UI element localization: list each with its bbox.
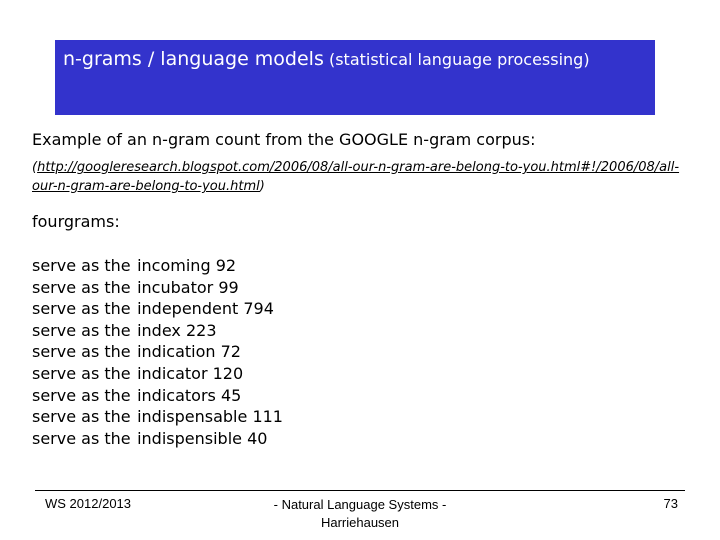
ngram-phrase: serve as the — [32, 256, 131, 275]
section-label: fourgrams: — [32, 212, 120, 231]
list-item — [32, 298, 283, 320]
ngram-word: indicator — [137, 363, 208, 383]
ngram-phrase: serve as the — [32, 320, 131, 340]
list-item — [32, 277, 283, 299]
ngram-phrase: serve as the — [32, 363, 131, 383]
ngram-word: independent — [137, 299, 239, 319]
ngram-word: indispensible — [137, 428, 242, 448]
slide-subtitle: (statistical language processing) — [328, 50, 590, 69]
footer-page-number: 73 — [663, 496, 678, 511]
ngram-phrase: serve as the — [32, 407, 131, 427]
footer-course-title: - Natural Language Systems - Harriehausen — [273, 497, 447, 530]
ngram-count: 72 — [220, 342, 241, 362]
ngram-count: 794 — [243, 299, 274, 319]
ngram-phrase: serve as the — [32, 342, 131, 362]
ngram-word: indispensable — [137, 407, 248, 427]
ngram-word: incoming — [137, 256, 211, 275]
list-item — [32, 428, 283, 450]
ngram-count: 45 — [220, 385, 242, 405]
intro-text: Example of an n-gram count from the GOOGLE n-gram corpus: — [32, 130, 536, 149]
ngram-phrase: serve as the — [32, 299, 131, 319]
title-banner — [55, 40, 655, 115]
ngram-word: index — [137, 320, 181, 340]
footer-semester: WS 2012/2013 — [45, 496, 132, 511]
ngram-count: 111 — [252, 407, 283, 427]
ngram-word: indication — [137, 342, 216, 362]
list-item — [32, 320, 283, 342]
ngram-count: 92 — [215, 256, 237, 275]
source-citation — [32, 158, 702, 196]
source-open-paren: ( — [32, 160, 38, 175]
slide-title: n-grams / language models — [63, 48, 324, 70]
source-close-paren: ) — [259, 179, 265, 194]
list-item — [32, 341, 283, 363]
ngram-phrase: serve as the — [32, 277, 131, 297]
ngram-count: 99 — [218, 277, 239, 297]
list-item — [32, 255, 283, 277]
ngram-phrase: serve as the — [32, 428, 131, 448]
footer-divider — [35, 490, 685, 491]
ngram-count: 120 — [212, 363, 244, 383]
list-item — [32, 406, 283, 428]
ngram-phrase: serve as the — [32, 385, 131, 405]
list-item — [32, 385, 283, 407]
ngram-word: indicators — [137, 385, 216, 405]
ngram-count: 223 — [185, 320, 217, 340]
ngram-list — [32, 255, 283, 449]
list-item — [32, 363, 283, 385]
ngram-word: incubator — [137, 277, 214, 297]
ngram-count: 40 — [247, 428, 268, 448]
source-link[interactable]: http://googleresearch.blogspot.com/2006/08/all-our-n-gram-are-belong-to-you.html#!/2006/08/all-our-n-gram-are-belong-to-you.html — [32, 160, 680, 194]
